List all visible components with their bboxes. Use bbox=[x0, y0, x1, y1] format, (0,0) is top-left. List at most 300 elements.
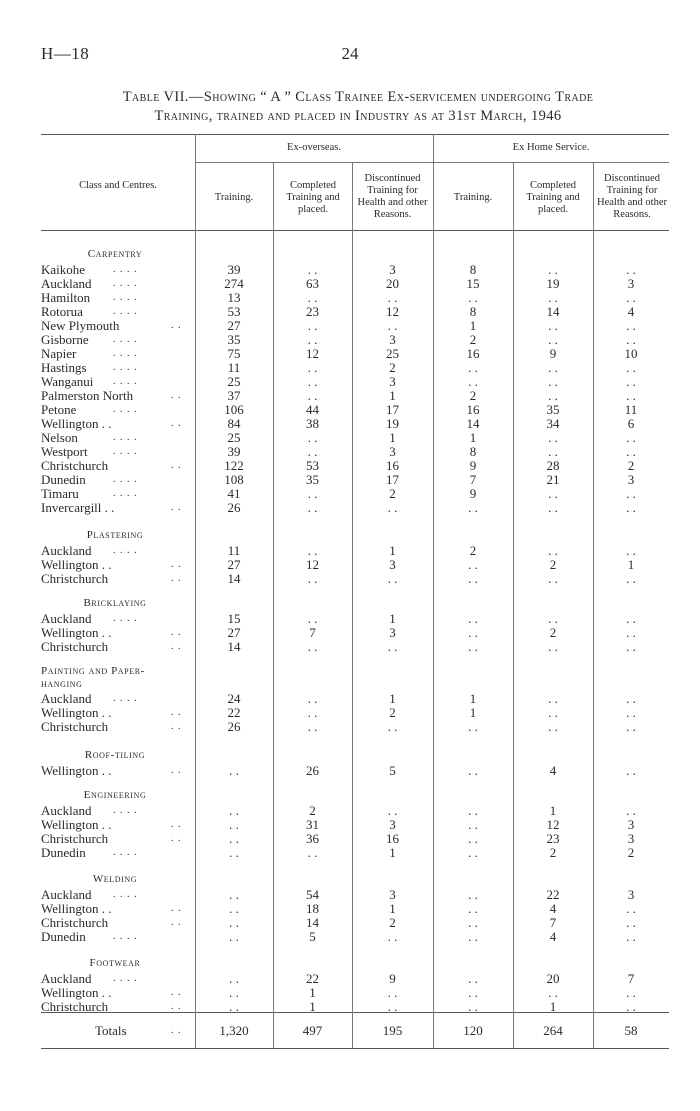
cell-overseas-discontinued: 3 bbox=[389, 444, 396, 459]
cell-home-training: 8 bbox=[469, 304, 477, 319]
cell-home-discontinued: 2 bbox=[627, 845, 635, 860]
cell-home-training: 2 bbox=[469, 543, 477, 558]
cell-home-training: . . bbox=[468, 639, 478, 654]
header-class-and-centres: Class and Centres. bbox=[79, 180, 157, 191]
cell-overseas-discontinued: . . bbox=[387, 571, 398, 586]
header-overseas-completed: Completed Training and placed. bbox=[286, 180, 340, 215]
cell-home-training: . . bbox=[468, 999, 478, 1014]
leader-dots: . . . . bbox=[113, 348, 138, 359]
centre-name: Auckland bbox=[41, 887, 92, 902]
cell-home-discontinued: . . bbox=[626, 360, 636, 375]
cell-overseas-discontinued: 1 bbox=[389, 388, 396, 403]
totals-row bbox=[0, 1024, 700, 1038]
centre-name: Timaru bbox=[41, 486, 79, 501]
cell-overseas-completed: . . bbox=[307, 639, 318, 654]
leader-dots: . . . . bbox=[113, 474, 138, 485]
cell-home-discontinued: . . bbox=[626, 705, 636, 720]
table-row bbox=[0, 572, 700, 586]
cell-home-training: . . bbox=[468, 971, 478, 986]
cell-overseas-training: . . bbox=[229, 999, 239, 1014]
cell-home-training: . . bbox=[468, 803, 478, 818]
section-heading: Roof-tiling bbox=[84, 749, 146, 761]
cell-overseas-discontinued: 3 bbox=[389, 262, 396, 277]
leader-dots: . . . . bbox=[113, 931, 138, 942]
cell-overseas-discontinued: 3 bbox=[389, 332, 396, 347]
leader-dots: . . bbox=[171, 418, 182, 429]
cell-home-training: . . bbox=[468, 887, 478, 902]
centre-name: Christchurch bbox=[41, 999, 109, 1014]
leader-dots: . . bbox=[171, 707, 182, 718]
cell-overseas-training: 14 bbox=[227, 571, 241, 586]
cell-overseas-completed: . . bbox=[307, 705, 318, 720]
cell-overseas-discontinued: . . bbox=[387, 803, 398, 818]
centre-name: Auckland bbox=[41, 971, 92, 986]
leader-dots: . . . . bbox=[113, 404, 138, 415]
centre-name: Wellington . . bbox=[41, 817, 112, 832]
cell-overseas-training: 84 bbox=[227, 416, 241, 431]
centre-name: Hamilton bbox=[41, 290, 91, 305]
leader-dots: . . . . bbox=[113, 306, 138, 317]
table-row bbox=[0, 692, 700, 706]
cell-overseas-training: 35 bbox=[227, 332, 241, 347]
cell-home-training: 15 bbox=[466, 276, 480, 291]
leader-dots: . . bbox=[171, 721, 182, 732]
table-row bbox=[0, 640, 700, 654]
table-row bbox=[0, 347, 700, 361]
centre-name: Hastings bbox=[41, 360, 87, 375]
cell-home-training: . . bbox=[468, 611, 478, 626]
header-ex-overseas: Ex-overseas. bbox=[287, 142, 341, 153]
cell-overseas-discontinued: 3 bbox=[389, 374, 396, 389]
centre-name: Wellington . . bbox=[41, 705, 112, 720]
section-heading: Painting and Paper-hanging bbox=[41, 665, 145, 690]
cell-home-completed: 14 bbox=[546, 304, 560, 319]
cell-overseas-completed: 26 bbox=[306, 763, 319, 778]
table-title-line2: Training, trained and placed in Industry as at 31st March, 1946 bbox=[154, 108, 562, 124]
leader-dots: . . . . bbox=[113, 613, 138, 624]
cell-overseas-completed: 53 bbox=[306, 458, 319, 473]
cell-overseas-training: 274 bbox=[224, 276, 244, 291]
centre-name: Wellington . . bbox=[41, 416, 112, 431]
cell-overseas-completed: 1 bbox=[309, 999, 316, 1014]
cell-home-discontinued: . . bbox=[626, 691, 636, 706]
cell-overseas-completed: 36 bbox=[306, 831, 319, 846]
cell-overseas-discontinued: 3 bbox=[389, 817, 396, 832]
totals-dots: . . bbox=[171, 1025, 182, 1036]
centre-name: Dunedin bbox=[41, 929, 86, 944]
cell-home-completed: . . bbox=[548, 360, 558, 375]
total-overseas-training: 1,320 bbox=[219, 1023, 249, 1038]
header-overseas-training: Training. bbox=[214, 192, 254, 203]
cell-overseas-training: 75 bbox=[227, 346, 241, 361]
leader-dots: . . bbox=[171, 573, 182, 584]
page-ref: H—18 bbox=[41, 44, 90, 63]
table-row bbox=[0, 818, 700, 832]
cell-home-discontinued: . . bbox=[626, 915, 636, 930]
cell-overseas-completed: 54 bbox=[306, 887, 319, 902]
cell-overseas-completed: 22 bbox=[306, 971, 319, 986]
cell-home-discontinued: . . bbox=[626, 625, 636, 640]
cell-home-discontinued: . . bbox=[626, 571, 636, 586]
cell-overseas-discontinued: 2 bbox=[389, 705, 396, 720]
header-home-training: Training. bbox=[453, 192, 493, 203]
cell-overseas-discontinued: 2 bbox=[389, 360, 396, 375]
cell-home-completed: . . bbox=[548, 388, 558, 403]
table-row bbox=[0, 263, 700, 277]
cell-home-training: . . bbox=[468, 719, 478, 734]
leader-dots: . . . . bbox=[113, 488, 138, 499]
cell-home-discontinued: . . bbox=[626, 332, 636, 347]
centre-name: Wellington . . bbox=[41, 763, 112, 778]
cell-home-completed: 35 bbox=[546, 402, 560, 417]
cell-overseas-completed: . . bbox=[307, 444, 318, 459]
cell-home-completed: 2 bbox=[549, 625, 557, 640]
cell-overseas-training: . . bbox=[229, 831, 239, 846]
cell-home-completed: 4 bbox=[549, 901, 557, 916]
cell-home-training: . . bbox=[468, 557, 478, 572]
centre-name: Wellington . . bbox=[41, 625, 112, 640]
table-row bbox=[0, 720, 700, 734]
table-row bbox=[0, 544, 700, 558]
cell-home-training: . . bbox=[468, 500, 478, 515]
leader-dots: . . . . bbox=[113, 545, 138, 556]
leader-dots: . . bbox=[171, 765, 182, 776]
cell-home-training: . . bbox=[468, 290, 478, 305]
cell-overseas-discontinued: 1 bbox=[389, 845, 396, 860]
cell-overseas-training: 27 bbox=[227, 625, 241, 640]
cell-overseas-training: 39 bbox=[227, 444, 241, 459]
cell-home-discontinued: . . bbox=[626, 388, 636, 403]
cell-overseas-discontinued: . . bbox=[387, 290, 398, 305]
table-row bbox=[0, 1000, 700, 1014]
cell-overseas-completed: 44 bbox=[306, 402, 319, 417]
cell-home-training: 1 bbox=[469, 318, 477, 333]
cell-home-discontinued: 10 bbox=[624, 346, 638, 361]
leader-dots: . . . . bbox=[113, 278, 138, 289]
centre-name: Auckland bbox=[41, 276, 92, 291]
cell-overseas-training: . . bbox=[229, 901, 239, 916]
cell-overseas-completed: 7 bbox=[309, 625, 316, 640]
cell-overseas-training: 27 bbox=[227, 557, 241, 572]
header-ex-home-service: Ex Home Service. bbox=[512, 142, 590, 153]
cell-overseas-training: 11 bbox=[227, 360, 241, 375]
table-row bbox=[0, 972, 700, 986]
page-number: 24 bbox=[341, 44, 359, 63]
cell-overseas-discontinued: 2 bbox=[389, 486, 396, 501]
section-heading: Engineering bbox=[83, 789, 147, 801]
centre-name: Christchurch bbox=[41, 458, 109, 473]
table-row bbox=[0, 445, 700, 459]
cell-overseas-training: 39 bbox=[227, 262, 241, 277]
cell-overseas-discontinued: 17 bbox=[386, 472, 399, 487]
centre-name: Petone bbox=[41, 402, 77, 417]
cell-home-completed: . . bbox=[548, 611, 558, 626]
cell-home-discontinued: . . bbox=[626, 430, 636, 445]
cell-overseas-completed: 31 bbox=[306, 817, 319, 832]
cell-overseas-training: 27 bbox=[227, 318, 241, 333]
cell-home-completed: . . bbox=[548, 486, 558, 501]
table-row bbox=[0, 459, 700, 473]
cell-home-completed: 2 bbox=[549, 845, 557, 860]
cell-overseas-training: . . bbox=[229, 887, 239, 902]
cell-overseas-discontinued: . . bbox=[387, 929, 398, 944]
cell-overseas-discontinued: 5 bbox=[389, 763, 396, 778]
cell-home-completed: . . bbox=[548, 705, 558, 720]
cell-overseas-training: 25 bbox=[227, 430, 241, 445]
cell-overseas-completed: 1 bbox=[309, 985, 316, 1000]
centre-name: Auckland bbox=[41, 803, 92, 818]
cell-overseas-discontinued: 12 bbox=[386, 304, 399, 319]
cell-home-training: . . bbox=[468, 360, 478, 375]
cell-home-training: 2 bbox=[469, 388, 477, 403]
centre-name: Wanganui bbox=[41, 374, 94, 389]
cell-overseas-discontinued: 25 bbox=[386, 346, 399, 361]
cell-overseas-completed: . . bbox=[307, 388, 318, 403]
table-row bbox=[0, 558, 700, 572]
table-row bbox=[0, 333, 700, 347]
leader-dots: . . . . bbox=[113, 334, 138, 345]
cell-overseas-training: 24 bbox=[227, 691, 241, 706]
cell-overseas-discontinued: . . bbox=[387, 500, 398, 515]
group-underline bbox=[195, 162, 669, 163]
cell-overseas-discontinued: 1 bbox=[389, 430, 396, 445]
cell-overseas-completed: 35 bbox=[306, 472, 319, 487]
cell-home-completed: . . bbox=[548, 290, 558, 305]
cell-home-training: 14 bbox=[466, 416, 480, 431]
cell-overseas-training: 122 bbox=[224, 458, 244, 473]
cell-home-completed: 28 bbox=[546, 458, 560, 473]
cell-home-training: . . bbox=[468, 929, 478, 944]
cell-home-training: . . bbox=[468, 571, 478, 586]
cell-overseas-discontinued: 3 bbox=[389, 887, 396, 902]
table-row bbox=[0, 501, 700, 515]
cell-home-discontinued: 6 bbox=[627, 416, 635, 431]
cell-home-training: 1 bbox=[469, 705, 477, 720]
cell-home-completed: 12 bbox=[546, 817, 560, 832]
cell-overseas-discontinued: 16 bbox=[386, 458, 399, 473]
cell-overseas-discontinued: . . bbox=[387, 318, 398, 333]
leader-dots: . . . . bbox=[113, 973, 138, 984]
cell-overseas-discontinued: 1 bbox=[389, 901, 396, 916]
cell-home-training: 16 bbox=[466, 346, 480, 361]
cell-home-completed: . . bbox=[548, 691, 558, 706]
cell-overseas-training: . . bbox=[229, 929, 239, 944]
table-row bbox=[0, 986, 700, 1000]
table-row bbox=[0, 417, 700, 431]
table-row bbox=[0, 277, 700, 291]
cell-home-discontinued: . . bbox=[626, 929, 636, 944]
leader-dots: . . bbox=[171, 833, 182, 844]
leader-dots: . . . . bbox=[113, 362, 138, 373]
table-row bbox=[0, 487, 700, 501]
cell-home-completed: . . bbox=[548, 430, 558, 445]
cell-overseas-completed: . . bbox=[307, 486, 318, 501]
leader-dots: . . bbox=[171, 987, 182, 998]
cell-home-training: . . bbox=[468, 831, 478, 846]
cell-overseas-training: . . bbox=[229, 803, 239, 818]
table-row bbox=[0, 846, 700, 860]
cell-overseas-completed: . . bbox=[307, 500, 318, 515]
cell-home-completed: 4 bbox=[549, 929, 557, 944]
table-bottom-rule bbox=[41, 1048, 669, 1049]
cell-home-discontinued: . . bbox=[626, 374, 636, 389]
table-row bbox=[0, 706, 700, 720]
section-heading: Footwear bbox=[89, 957, 141, 969]
cell-home-completed: 7 bbox=[549, 915, 557, 930]
cell-home-training: 7 bbox=[469, 472, 477, 487]
centre-name: Dunedin bbox=[41, 845, 86, 860]
cell-home-training: . . bbox=[468, 845, 478, 860]
cell-home-training: 9 bbox=[469, 486, 477, 501]
leader-dots: . . . . bbox=[113, 376, 138, 387]
cell-overseas-training: 14 bbox=[227, 639, 241, 654]
cell-home-completed: . . bbox=[548, 262, 558, 277]
cell-home-training: . . bbox=[468, 374, 478, 389]
header-home-discontinued: Discontinued Training for Health and other Reasons. bbox=[597, 173, 667, 220]
cell-home-discontinued: 4 bbox=[627, 304, 635, 319]
cell-home-discontinued: . . bbox=[626, 262, 636, 277]
cell-home-completed: . . bbox=[548, 374, 558, 389]
header-home-completed: Completed Training and placed. bbox=[526, 180, 580, 215]
cell-home-completed: . . bbox=[548, 639, 558, 654]
centre-name: Wellington . . bbox=[41, 557, 112, 572]
cell-home-completed: 1 bbox=[549, 803, 557, 818]
cell-overseas-discontinued: . . bbox=[387, 639, 398, 654]
centre-name: Wellington . . bbox=[41, 985, 112, 1000]
table-row bbox=[0, 612, 700, 626]
cell-overseas-training: . . bbox=[229, 915, 239, 930]
cell-overseas-completed: . . bbox=[307, 430, 318, 445]
cell-overseas-discontinued: 17 bbox=[386, 402, 399, 417]
leader-dots: . . bbox=[171, 559, 182, 570]
cell-home-completed: 9 bbox=[549, 346, 557, 361]
cell-overseas-completed: . . bbox=[307, 374, 318, 389]
leader-dots: . . . . bbox=[113, 432, 138, 443]
cell-home-completed: 22 bbox=[546, 887, 560, 902]
cell-home-discontinued: 1 bbox=[627, 557, 635, 572]
cell-overseas-training: 53 bbox=[227, 304, 241, 319]
leader-dots: . . . . bbox=[113, 847, 138, 858]
centre-name: Auckland bbox=[41, 543, 92, 558]
cell-overseas-discontinued: . . bbox=[387, 719, 398, 734]
centre-name: Christchurch bbox=[41, 719, 109, 734]
leader-dots: . . bbox=[171, 1001, 182, 1012]
table-row bbox=[0, 888, 700, 902]
cell-home-completed: 19 bbox=[546, 276, 560, 291]
cell-home-training: . . bbox=[468, 817, 478, 832]
cell-home-discontinued: . . bbox=[626, 543, 636, 558]
cell-overseas-training: 22 bbox=[227, 705, 241, 720]
cell-home-discontinued: 3 bbox=[627, 817, 635, 832]
cell-home-completed: 1 bbox=[549, 999, 557, 1014]
cell-overseas-completed: 14 bbox=[306, 915, 319, 930]
leader-dots: . . . . bbox=[113, 292, 138, 303]
cell-home-discontinued: 11 bbox=[624, 402, 638, 417]
centre-name: Westport bbox=[41, 444, 88, 459]
total-home-discontinued: 58 bbox=[624, 1023, 638, 1038]
cell-home-completed: 23 bbox=[546, 831, 560, 846]
cell-overseas-training: 106 bbox=[224, 402, 244, 417]
header-overseas-discontinued: Discontinued Training for Health and other Reasons. bbox=[357, 173, 428, 220]
section-heading: Welding bbox=[92, 873, 138, 885]
leader-dots: . . bbox=[171, 641, 182, 652]
centre-name: Auckland bbox=[41, 611, 92, 626]
cell-overseas-completed: . . bbox=[307, 290, 318, 305]
table-row bbox=[0, 403, 700, 417]
cell-overseas-completed: 63 bbox=[306, 276, 319, 291]
cell-home-completed: . . bbox=[548, 543, 558, 558]
centre-name: Christchurch bbox=[41, 639, 109, 654]
cell-overseas-completed: 12 bbox=[306, 346, 319, 361]
cell-overseas-discontinued: 16 bbox=[386, 831, 399, 846]
cell-overseas-completed: . . bbox=[307, 332, 318, 347]
cell-overseas-completed: . . bbox=[307, 845, 318, 860]
cell-overseas-training: . . bbox=[229, 817, 239, 832]
cell-overseas-completed: 5 bbox=[309, 929, 316, 944]
total-overseas-completed: 497 bbox=[302, 1023, 323, 1038]
cell-home-discontinued: 3 bbox=[627, 887, 635, 902]
cell-overseas-training: . . bbox=[229, 971, 239, 986]
cell-overseas-completed: . . bbox=[307, 691, 318, 706]
centre-name: Dunedin bbox=[41, 472, 86, 487]
cell-home-discontinued: . . bbox=[626, 611, 636, 626]
cell-overseas-training: 108 bbox=[224, 472, 244, 487]
cell-home-training: 2 bbox=[469, 332, 477, 347]
table-row bbox=[0, 431, 700, 445]
section-heading: Carpentry bbox=[87, 248, 143, 260]
table-row bbox=[0, 291, 700, 305]
cell-home-completed: 2 bbox=[549, 557, 557, 572]
cell-home-discontinued: 7 bbox=[627, 971, 635, 986]
cell-overseas-completed: 12 bbox=[306, 557, 319, 572]
cell-overseas-discontinued: 9 bbox=[389, 971, 396, 986]
leader-dots: . . . . bbox=[113, 693, 138, 704]
total-overseas-discontinued: 195 bbox=[382, 1023, 403, 1038]
cell-overseas-completed: . . bbox=[307, 543, 318, 558]
cell-overseas-completed: . . bbox=[307, 719, 318, 734]
leader-dots: . . . . bbox=[113, 889, 138, 900]
cell-home-training: 1 bbox=[469, 691, 477, 706]
cell-home-discontinued: . . bbox=[626, 763, 636, 778]
cell-overseas-training: 26 bbox=[227, 719, 241, 734]
cell-home-completed: . . bbox=[548, 500, 558, 515]
cell-overseas-discontinued: . . bbox=[387, 985, 398, 1000]
leader-dots: . . . . bbox=[113, 264, 138, 275]
centre-name: New Plymouth bbox=[41, 318, 120, 333]
cell-home-discontinued: . . bbox=[626, 486, 636, 501]
cell-overseas-discontinued: 1 bbox=[389, 611, 396, 626]
leader-dots: . . . . bbox=[113, 446, 138, 457]
centre-name: Christchurch bbox=[41, 571, 109, 586]
cell-home-completed: 21 bbox=[546, 472, 560, 487]
table-row bbox=[0, 832, 700, 846]
cell-home-discontinued: . . bbox=[626, 444, 636, 459]
cell-overseas-training: 11 bbox=[227, 543, 241, 558]
cell-home-discontinued: 2 bbox=[627, 458, 635, 473]
cell-home-discontinued: 3 bbox=[627, 276, 635, 291]
cell-home-completed: 4 bbox=[549, 763, 557, 778]
centre-name: Palmerston North bbox=[41, 388, 134, 403]
table-row bbox=[0, 902, 700, 916]
cell-overseas-training: 26 bbox=[227, 500, 241, 515]
cell-overseas-completed: . . bbox=[307, 262, 318, 277]
cell-overseas-completed: 18 bbox=[306, 901, 319, 916]
total-home-training: 120 bbox=[463, 1023, 483, 1038]
cell-overseas-completed: 38 bbox=[306, 416, 319, 431]
leader-dots: . . bbox=[171, 502, 182, 513]
cell-home-completed: 34 bbox=[546, 416, 560, 431]
leader-dots: . . . . bbox=[113, 805, 138, 816]
